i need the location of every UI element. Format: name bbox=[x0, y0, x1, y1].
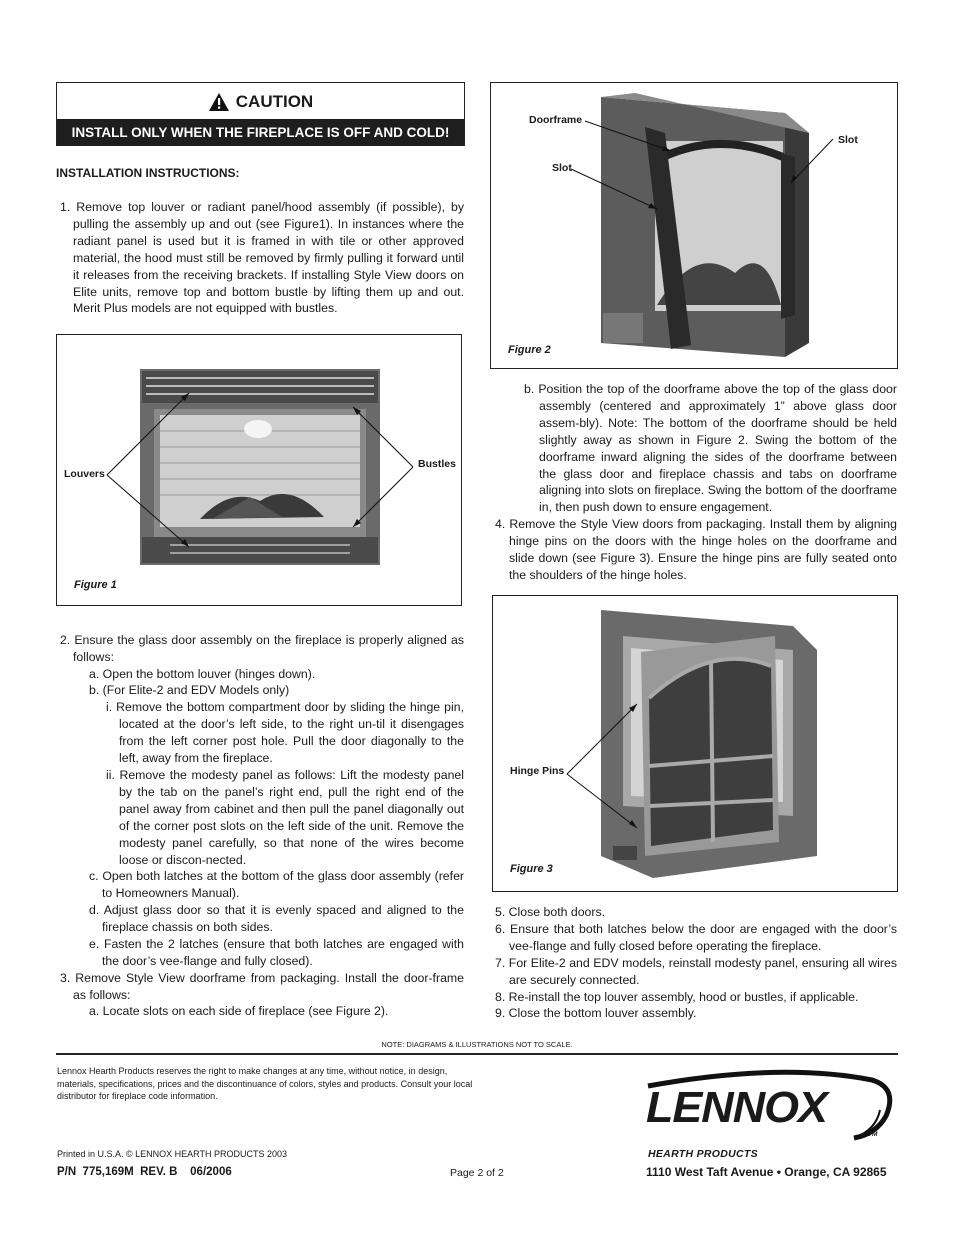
louvers-callout: Louvers bbox=[64, 468, 105, 480]
slot-right-callout: Slot bbox=[838, 134, 858, 146]
page-number: Page 2 of 2 bbox=[450, 1167, 504, 1179]
figure-3 bbox=[492, 595, 898, 892]
step-2d: d. Adjust glass door so that it is evenly spaced and aligned to the fireplace chassis on both sides. bbox=[89, 903, 464, 934]
caution-title: CAUTION bbox=[235, 92, 314, 111]
figure-3-label: Figure 3 bbox=[510, 863, 553, 875]
doorframe-callout: Doorframe bbox=[529, 114, 583, 126]
step-7: 7. For Elite-2 and EDV models, reinstall modesty panel, ensuring all wires are securely connected. bbox=[495, 956, 897, 987]
logo-tm: TM bbox=[868, 1131, 878, 1138]
warning-triangle-icon bbox=[208, 92, 230, 112]
figure-3-callout-lines bbox=[493, 596, 897, 891]
step-2: 2. Ensure the glass door assembly on the fireplace is properly aligned as follows: bbox=[60, 633, 464, 664]
instructions-heading: INSTALLATION INSTRUCTIONS: bbox=[56, 166, 240, 180]
hearth-products-label: HEARTH PRODUCTS bbox=[648, 1148, 758, 1160]
step-3a: a. Locate slots on each side of fireplace (see Figure 2). bbox=[89, 1004, 389, 1018]
step-3: 3. Remove Style View doorframe from packaging. Install the door-frame as follows: bbox=[60, 971, 464, 1002]
caution-heading bbox=[57, 91, 464, 113]
part-number: P/N 775,169M REV. B 06/2006 bbox=[57, 1166, 232, 1178]
footer-disclaimer: Lennox Hearth Products reserves the right to make changes at any time, without notice, in design, materials, specifications, prices and the discontinuance of colors, styles and products. Consult your local distributor for fireplace code information. bbox=[57, 1066, 473, 1101]
step-2c: c. Open both latches at the bottom of the glass door assembly (refer to Homeowners Manual). bbox=[89, 869, 464, 900]
lennox-logo bbox=[640, 1068, 900, 1148]
step-2e: e. Fasten the 2 latches (ensure that both latches are engaged with the door’s vee-flange and fully closed). bbox=[89, 937, 464, 968]
figure-1 bbox=[56, 334, 462, 606]
step-6: 6. Ensure that both latches below the door are engaged with the door’s vee-flange and fully closed before operating the fireplace. bbox=[495, 922, 897, 953]
step-5: 5. Close both doors. bbox=[495, 905, 606, 919]
figure-2-label: Figure 2 bbox=[508, 344, 551, 356]
step-9: 9. Close the bottom louver assembly. bbox=[495, 1006, 697, 1020]
printed-line: Printed in U.S.A. © LENNOX HEARTH PRODUCTS 2003 bbox=[57, 1149, 288, 1159]
step-8: 8. Re-install the top louver assembly, hood or bustles, if applicable. bbox=[495, 990, 859, 1004]
hinge-pins-callout: Hinge Pins bbox=[510, 765, 565, 777]
logo-wordmark: LENNOX bbox=[646, 1083, 827, 1132]
slot-left-callout: Slot bbox=[552, 162, 572, 174]
caution-banner: INSTALL ONLY WHEN THE FIREPLACE IS OFF AND COLD! bbox=[57, 119, 464, 145]
step-2b: b. (For Elite-2 and EDV Models only) bbox=[89, 683, 290, 697]
step-3b: b. Position the top of the doorframe above the top of the glass door assembly (centered and approximately 1” above glass door assem-bly). Note: The bottom of the doorframe should be held slightly away as shown in Figure 2. Swing the bottom of the doorframe inward aligning the sides of the doorframe between the glass door and fireplace chassis and tabs on doorframe aligning into slots on fireplace. Swing the bottom of the doorframe in, then push down to ensure engagement. bbox=[524, 382, 897, 515]
figure-2 bbox=[490, 82, 898, 369]
company-address: 1110 West Taft Avenue • Orange, CA 92865 bbox=[646, 1165, 887, 1179]
footer-divider bbox=[56, 1053, 898, 1055]
step-1: 1. Remove top louver or radiant panel/hood assembly (if possible), by pulling the assembly up and out (see Figure1). In instances where the radiant panel is used but it is framed in with tile or other approved material, the hood must still be removed by firmly pulling it forward until it releases from the receiving brackets. If installing Style View doors on Elite units, remove top and bottom bustle by lifting them up and out. Merit Plus models are not equipped with bustles. bbox=[60, 200, 464, 316]
bustles-callout: Bustles bbox=[418, 458, 456, 470]
step-2a: a. Open the bottom louver (hinges down). bbox=[89, 667, 316, 681]
step-2b-ii: ii. Remove the modesty panel as follows: Lift the modesty panel by the tab on the panel’s right end, pull the right end of the panel away from cabinet and then pull the panel diagonally out of the corner post slots on the left side of the unit. Remove the modesty panel carefully, so that none of the wires become loose or discon-nected. bbox=[106, 768, 464, 867]
step-2b-i: i. Remove the bottom compartment door by sliding the hinge pin, located at the door’s left side, to the right un-til it disengages from the left corner post hole. Pull the door diagonally to the left, away from the fireplace. bbox=[106, 700, 464, 765]
figure-1-label: Figure 1 bbox=[74, 579, 117, 591]
scale-note: NOTE: DIAGRAMS & ILLUSTRATIONS NOT TO SCALE. bbox=[381, 1040, 573, 1049]
step-4: 4. Remove the Style View doors from packaging. Install them by aligning hinge pins on the doors with the hinge holes on the doorframe and slide down (see Figure 3). Ensure the hinge pins are fully seated onto the shoulders of the hinge holes. bbox=[495, 517, 897, 582]
caution-box bbox=[56, 82, 465, 146]
figure-1-callout-lines bbox=[57, 335, 461, 605]
